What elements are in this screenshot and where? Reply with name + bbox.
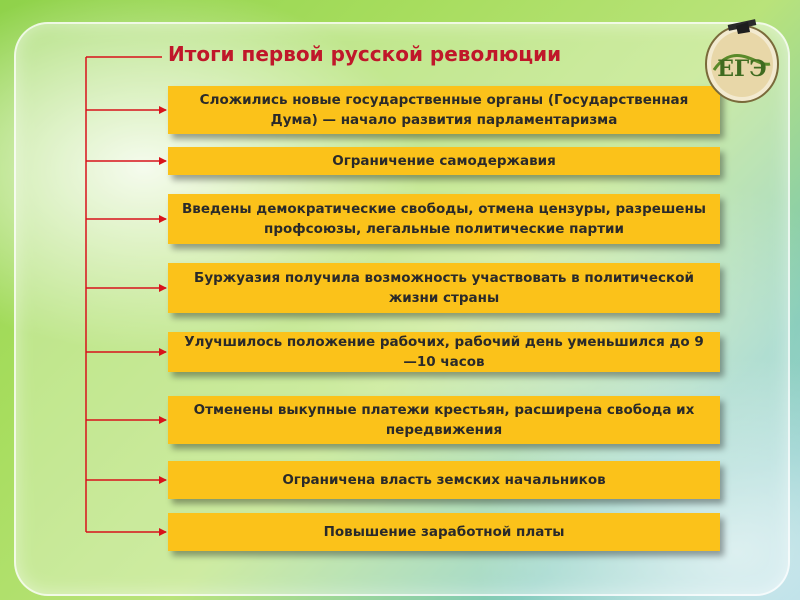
slide-title: Итоги первой русской революции — [168, 42, 562, 66]
result-box-8: Повышение заработной платы — [168, 513, 720, 551]
result-box-5: Улучшилось положение рабочих, рабочий день уменьшился до 9—10 часов — [168, 332, 720, 372]
ege-logo-icon — [702, 18, 782, 104]
result-box-7: Ограничена власть земских начальников — [168, 461, 720, 499]
result-box-3: Введены демократические свободы, отмена цензуры, разрешены профсоюзы, легальные политические партии — [168, 194, 720, 244]
result-box-6: Отменены выкупные платежи крестьян, расширена свобода их передвижения — [168, 396, 720, 444]
result-box-4: Буржуазия получила возможность участвовать в политической жизни страны — [168, 263, 720, 313]
logo-text: ЕГЭ — [717, 56, 767, 82]
result-box-1: Сложились новые государственные органы (Государственная Дума) — начало развития парламентаризма — [168, 86, 720, 134]
result-box-2: Ограничение самодержавия — [168, 147, 720, 175]
